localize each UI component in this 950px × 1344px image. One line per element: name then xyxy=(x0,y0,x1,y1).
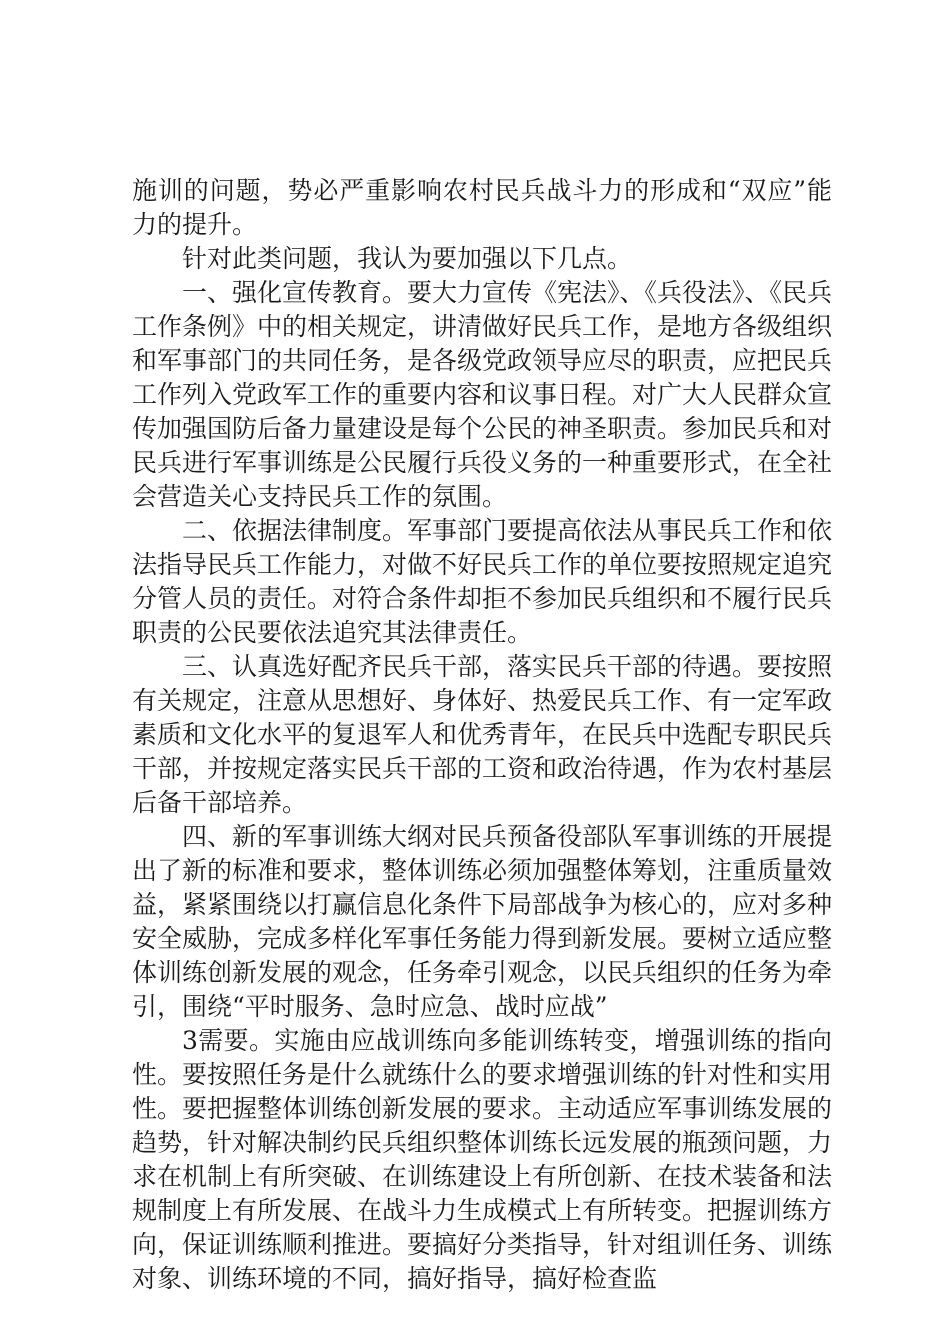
paragraph-point-1: 一、强化宣传教育。要大力宣传《宪法》、《兵役法》、《民兵工作条例》中的相关规定，讲清做好民兵工作，是地方各级组织和军事部门的共同任务，是各级党政领导应尽的职责，应把民兵工作列入党政军工作的重要内容和议事日程。对广大人民群众宣传加强国防后备力量建设是每个公民的神圣职责。参加民兵和对民兵进行军事训练是公民履行兵役义务的一种重要形式，在全社会营造关心支持民兵工作的氛围。 xyxy=(132,278,833,511)
paragraph-point-4-continued: 3需要。实施由应战训练向多能训练转变，增强训练的指向性。要按照任务是什么就练什么的要求增强训练的针对性和实用性。要把握整体训练创新发展的要求。主动适应军事训练发展的趋势，针对解决制约民兵组织整体训练长远发展的瓶颈问题，力求在机制上有所突破、在训练建设上有所创新、在技术装备和法规制度上有所发展、在战斗力生成模式上有所转变。把握训练方向，保证训练顺利推进。要搞好分类指导，针对组训任务、训练对象、训练环境的不同，搞好指导，搞好检查监 xyxy=(132,1026,833,1293)
paragraph-continuation: 施训的问题，势必严重影响农村民兵战斗力的形成和“双应”能力的提升。 xyxy=(132,176,832,239)
paragraph-point-2: 二、依据法律制度。军事部门要提高依法从事民兵工作和依法指导民兵工作能力，对做不好民兵工作的单位要按照规定追究分管人员的责任。对符合条件却拒不参加民兵组织和不履行民兵职责的公民要依法追究其法律责任。 xyxy=(132,516,833,647)
paragraph-point-4: 四、新的军事训练大纲对民兵预备役部队军事训练的开展提出了新的标准和要求，整体训练必须加强整体筹划，注重质量效益，紧紧围绕以打赢信息化条件下局部战争为核心的，应对多种安全威胁，完成多样化军事任务能力得到新发展。要树立适应整体训练创新发展的观念，任务牵引观念，以民兵组织的任务为牵引，围绕“平时服务、急时应急、战时应战” xyxy=(132,822,833,1021)
document-body xyxy=(132,174,832,1296)
paragraph-point-3: 三、认真选好配齐民兵干部，落实民兵干部的待遇。要按照有关规定，注意从思想好、身体好、热爱民兵工作、有一定军政素质和文化水平的复退军人和优秀青年，在民兵中选配专职民兵干部，并按规定落实民兵干部的工资和政治待遇，作为农村基层后备干部培养。 xyxy=(132,652,833,817)
paragraph-intro: 针对此类问题，我认为要加强以下几点。 xyxy=(182,244,633,273)
